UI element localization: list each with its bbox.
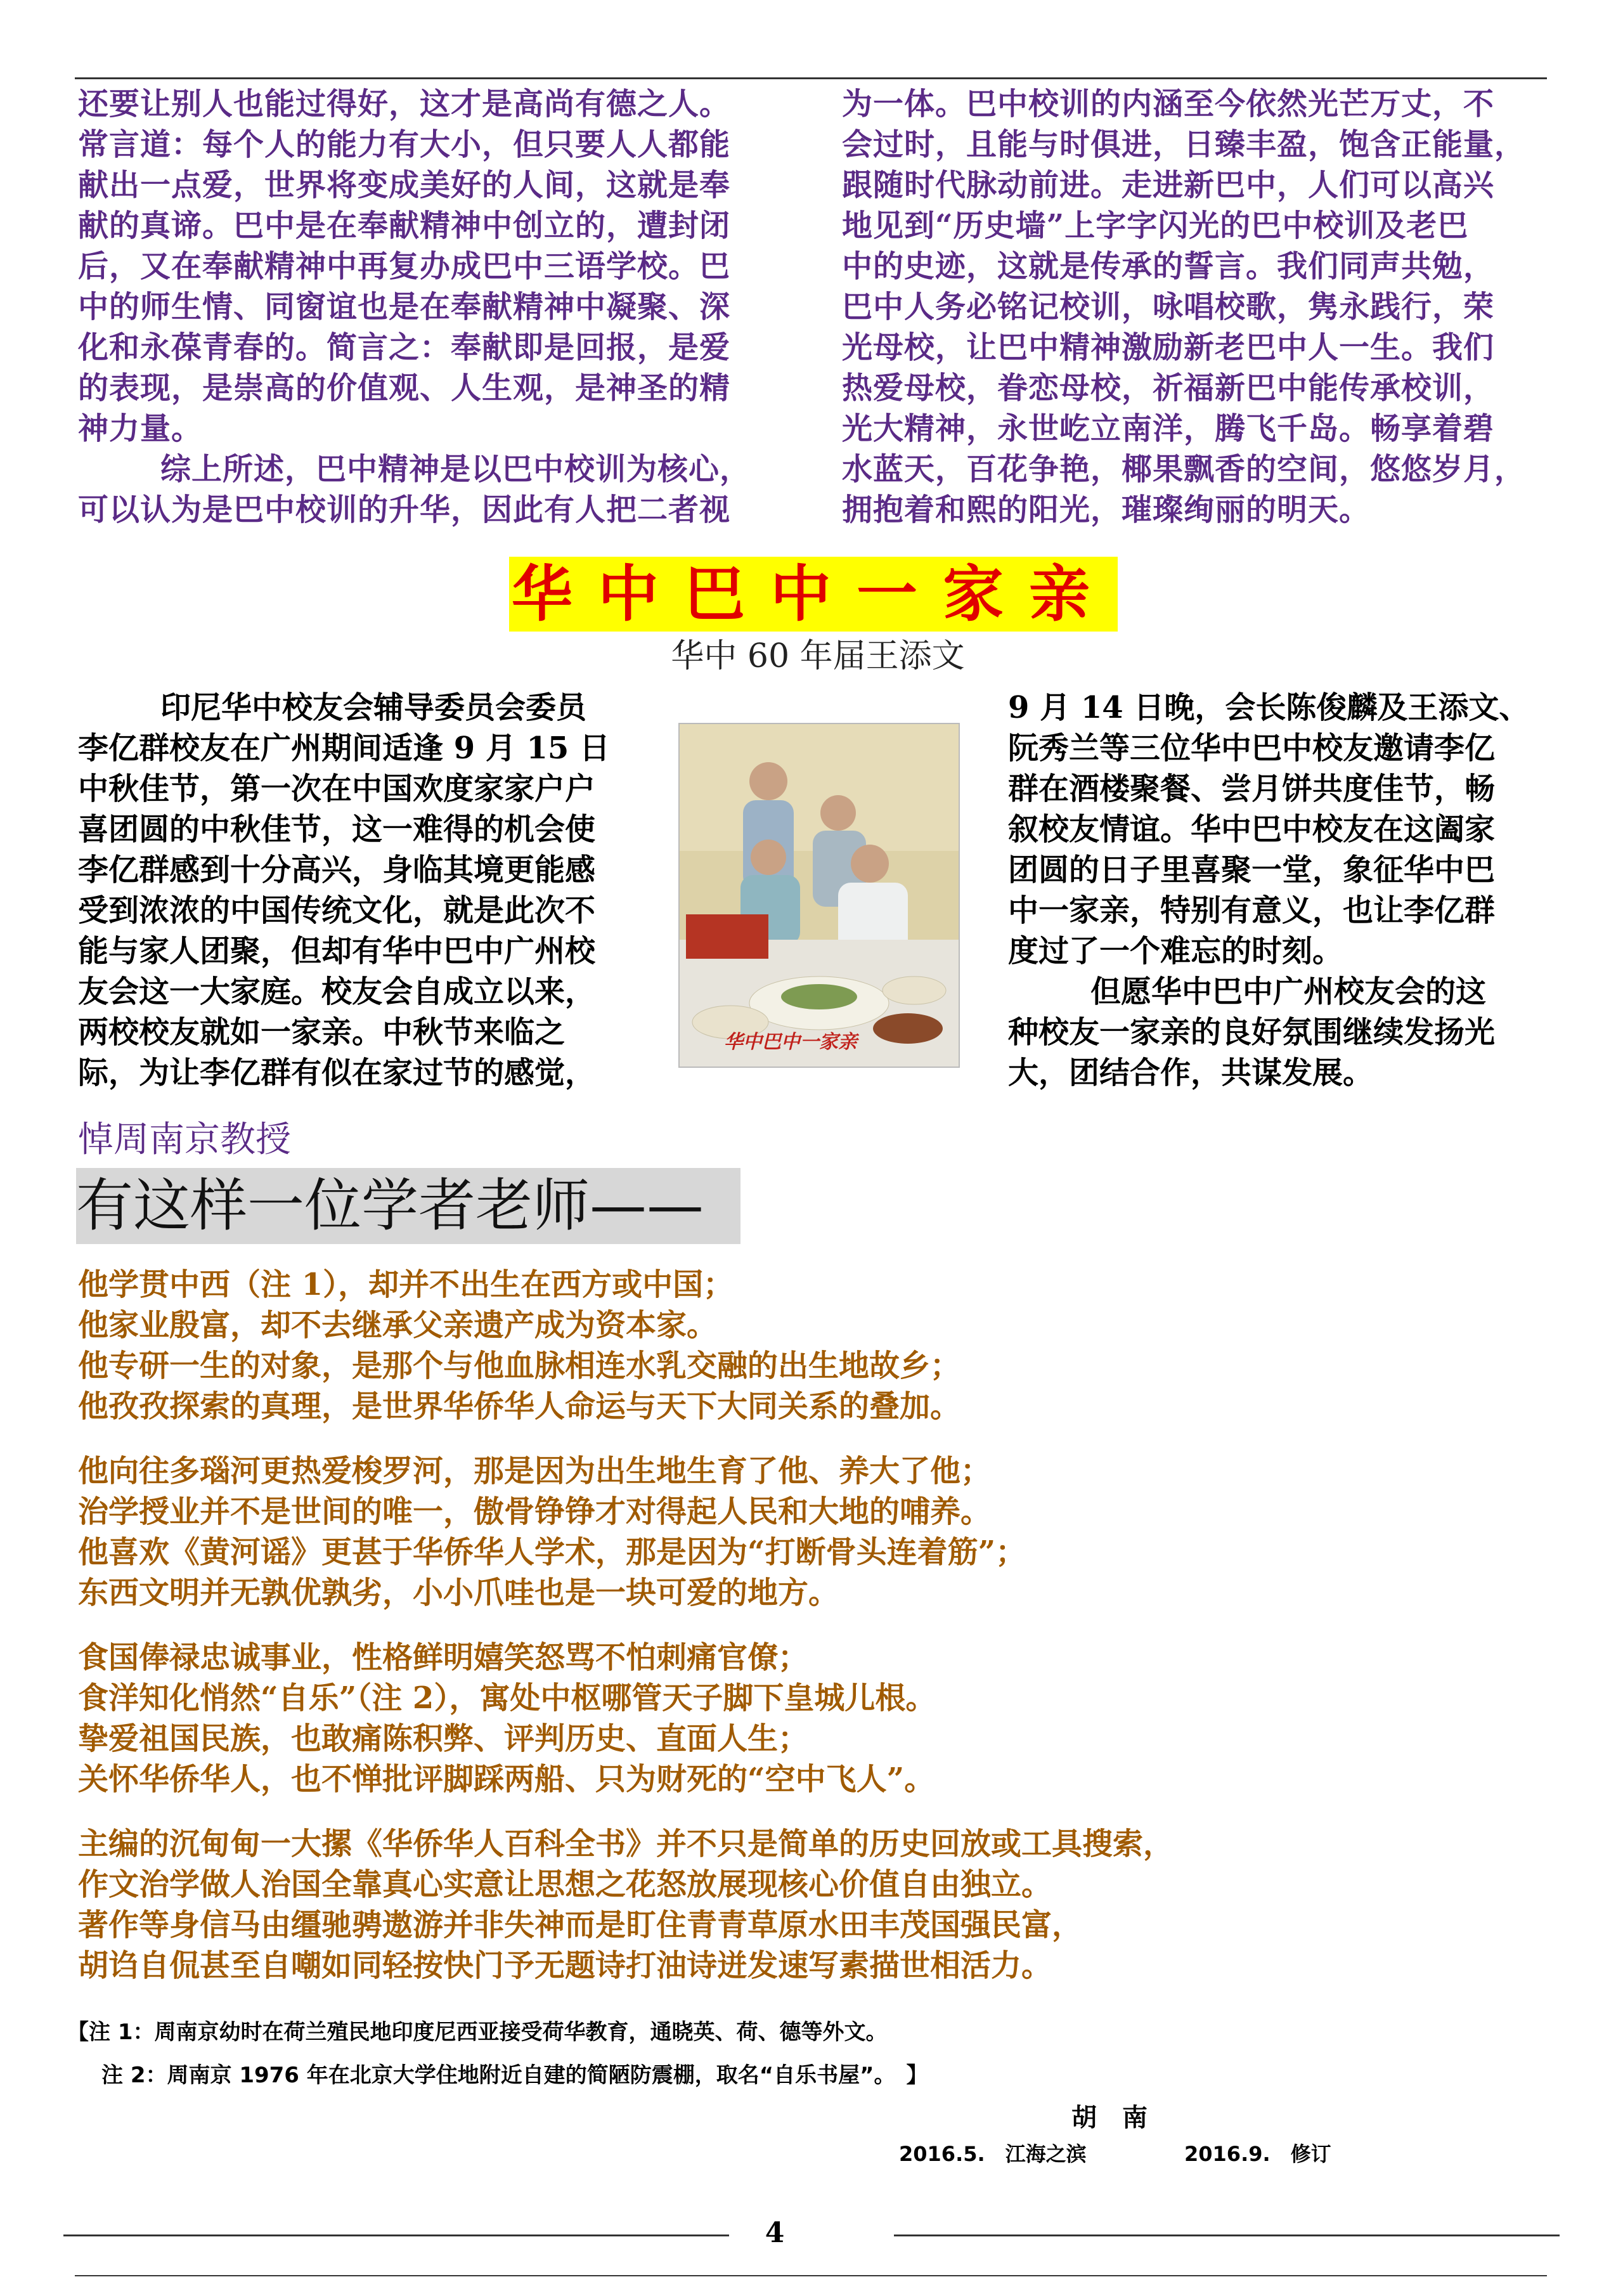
text-line: 地见到“历史墙”上字字闪光的巴中校训及老巴 <box>842 208 1469 243</box>
text-line: 光母校，让巴中精神激励新老巴中人一生。我们 <box>842 330 1495 365</box>
text-line: 大，团结合作，共谋发展。 <box>1008 1055 1374 1091</box>
text-line: 团圆的日子里喜聚一堂，象征华中巴 <box>1008 852 1496 888</box>
text-line: 李亿群校友在广州期间适逢 9 月 15 日 <box>78 730 611 766</box>
footer-rule-right <box>894 2234 1560 2236</box>
text-line: 喜团圆的中秋佳节，这一难得的机会使 <box>78 812 596 847</box>
text-line: 后，又在奉献精神中再复办成巴中三语学校。巴 <box>78 249 731 284</box>
text-line: 跟随时代脉动前进。走进新巴中，人们可以高兴 <box>842 167 1495 203</box>
text-line: 友会这一大家庭。校友会自成立以来， <box>78 974 596 1009</box>
article-right-column <box>1008 687 1553 1093</box>
page-number: 4 <box>765 2217 785 2249</box>
text-line: 综上所述，巴中精神是以巴中校训为核心， <box>160 451 751 487</box>
text-line: 阮秀兰等三位华中巴中校友邀请李亿 <box>1008 730 1496 766</box>
top-left-column <box>78 84 788 530</box>
text-line: 化和永葆青春的。简言之：奉献即是回报，是爱 <box>78 330 731 365</box>
article-title: 华中巴中一家亲 <box>509 557 1118 632</box>
text-line: 中秋佳节，第一次在中国欢度家家户户 <box>78 771 596 807</box>
text-line: 还要让别人也能过得好，这才是高尚有德之人。 <box>78 86 731 122</box>
text-line: 献的真谛。巴中是在奉献精神中创立的，遭封闭 <box>78 208 731 243</box>
top-rule <box>75 77 1547 79</box>
date-revised: 2016.9. 修订 <box>1184 2142 1331 2166</box>
text-line: 献出一点爱，世界将变成美好的人间，这就是奉 <box>78 167 731 203</box>
photo-caption: 华中巴中一家亲 <box>724 1031 857 1053</box>
text-line: 中一家亲，特别有意义，也让李亿群 <box>1008 893 1496 928</box>
text-line: 能与家人团聚，但却有华中巴中广州校 <box>78 933 596 969</box>
poem-title: 有这样一位学者老师—— <box>76 1168 740 1244</box>
text-line: 但愿华中巴中广州校友会的这 <box>1090 974 1487 1009</box>
text-line: 的表现，是崇高的价值观、人生观，是神圣的精 <box>78 370 731 406</box>
text-line: 光大精神，永世屹立南洋，腾飞千岛。畅享着碧 <box>842 411 1495 446</box>
text-line: 种校友一家亲的良好氛围继续发扬光 <box>1008 1015 1496 1050</box>
author-signature: 胡 南 <box>1071 2103 1148 2132</box>
text-line: 印尼华中校友会辅导委员会委员 <box>160 690 587 725</box>
text-line: 巴中人务必铭记校训，咏唱校歌，隽永践行，荣 <box>842 289 1495 325</box>
poem-line: 主编的沉甸甸一大摞《华侨华人百科全书》并不只是简单的历史回放或工具搜索， <box>78 1826 1174 1862</box>
poem-line: 他学贯中西（注 1），却并不出生在西方或中国； <box>78 1267 734 1302</box>
poem-stanza-4 <box>78 1824 1174 1986</box>
poem-stanza-3 <box>78 1637 936 1800</box>
poem-line: 著作等身信马由缰驰骋遨游并非失神而是盯住青青草原水田丰茂国强民富， <box>78 1907 1083 1943</box>
text-line: 中的史迹，这就是传承的誓言。我们同声共勉， <box>842 249 1495 284</box>
date-written: 2016.5. 江海之滨 <box>899 2142 1087 2166</box>
poem-line: 他喜欢《黄河谣》更甚于华侨华人学术，那是因为“打断骨头连着筋”； <box>78 1534 1026 1570</box>
poem-line: 他专研一生的对象，是那个与他血脉相连水乳交融的出生地故乡； <box>78 1348 961 1384</box>
text-line: 会过时，且能与时俱进，日臻丰盈，饱含正能量， <box>842 127 1526 162</box>
poem-line: 治学授业并不是世间的唯一，傲骨铮铮才对得起人民和大地的哺养。 <box>78 1494 992 1529</box>
text-line: 度过了一个难忘的时刻。 <box>1008 933 1343 969</box>
poem-stanza-1 <box>78 1264 960 1427</box>
text-line: 李亿群感到十分高兴，身临其境更能感 <box>78 852 596 888</box>
footer-rule-left <box>63 2234 729 2236</box>
text-line: 为一体。巴中校训的内涵至今依然光芒万丈，不 <box>842 86 1495 122</box>
text-line: 受到浓浓的中国传统文化，就是此次不 <box>78 893 596 928</box>
text-line: 水蓝天，百花争艳，椰果飘香的空间，悠悠岁月， <box>842 451 1526 487</box>
text-line: 中的师生情、同窗谊也是在奉献精神中凝聚、深 <box>78 289 731 325</box>
poem-line: 食国俸禄忠诚事业，性格鲜明嬉笑怒骂不怕刺痛官僚； <box>78 1640 809 1675</box>
poem-line: 胡诌自侃甚至自嘲如同轻按快门予无题诗打油诗迸发速写素描世相活力。 <box>78 1948 1052 1983</box>
article-byline: 华中 60 年届王添文 <box>671 637 965 675</box>
top-right-column <box>842 84 1552 530</box>
text-line: 常言道：每个人的能力有大小，但只要人人都能 <box>78 127 731 162</box>
text-line: 神力量。 <box>78 411 203 446</box>
poem-line: 他孜孜探索的真理，是世界华侨华人命运与天下大同关系的叠加。 <box>78 1389 961 1424</box>
poem-line: 食洋知化悄然“自乐”（注 2），寓处中枢哪管天子脚下皇城儿根。 <box>78 1680 936 1716</box>
text-line: 热爱母校，眷恋母校，祈福新巴中能传承校训， <box>842 370 1495 406</box>
text-line: 叙校友情谊。华中巴中校友在这阖家 <box>1008 812 1496 847</box>
text-line: 际，为让李亿群有似在家过节的感觉， <box>78 1055 596 1091</box>
footnote-2: 注 2：周南京 1976 年在北京大学住地附近自建的简陋防震棚，取名“自乐书屋”。 】 <box>101 2063 928 2088</box>
text-line: 两校校友就如一家亲。中秋节来临之 <box>78 1015 566 1050</box>
group-photo <box>678 723 960 1068</box>
poem-line: 他家业殷富，却不去继承父亲遗产成为资本家。 <box>78 1307 718 1343</box>
footer-rule-bottom <box>75 2275 1547 2276</box>
poem-line: 东西文明并无孰优孰劣，小小爪哇也是一块可爱的地方。 <box>78 1575 839 1611</box>
photo-illustration <box>680 724 959 1067</box>
text-line: 可以认为是巴中校训的升华，因此有人把二者视 <box>78 492 731 528</box>
text-line: 9 月 14 日晚，会长陈俊麟及王添文、 <box>1008 690 1530 725</box>
poem-stanza-2 <box>78 1451 1026 1613</box>
footnote-1: 【注 1：周南京幼时在荷兰殖民地印度尼西亚接受荷华教育，通晓英、荷、德等外文。 <box>67 2020 888 2045</box>
text-line: 拥抱着和熙的阳光，璀璨绚丽的明天。 <box>842 492 1371 528</box>
poem-line: 关怀华侨华人，也不惮批评脚踩两船、只为财死的“空中飞人”。 <box>78 1761 935 1797</box>
text-line: 群在酒楼聚餐、尝月饼共度佳节，畅 <box>1008 771 1496 807</box>
section-heading: 悼周南京教授 <box>78 1119 291 1160</box>
poem-line: 作文治学做人治国全靠真心实意让思想之花怒放展现核心价值自由独立。 <box>78 1867 1052 1902</box>
poem-line: 他向往多瑙河更热爱梭罗河，那是因为出生地生育了他、养大了他； <box>78 1453 992 1489</box>
article-left-column <box>78 687 649 1093</box>
poem-line: 挚爱祖国民族，也敢痛陈积弊、评判历史、直面人生； <box>78 1721 809 1756</box>
